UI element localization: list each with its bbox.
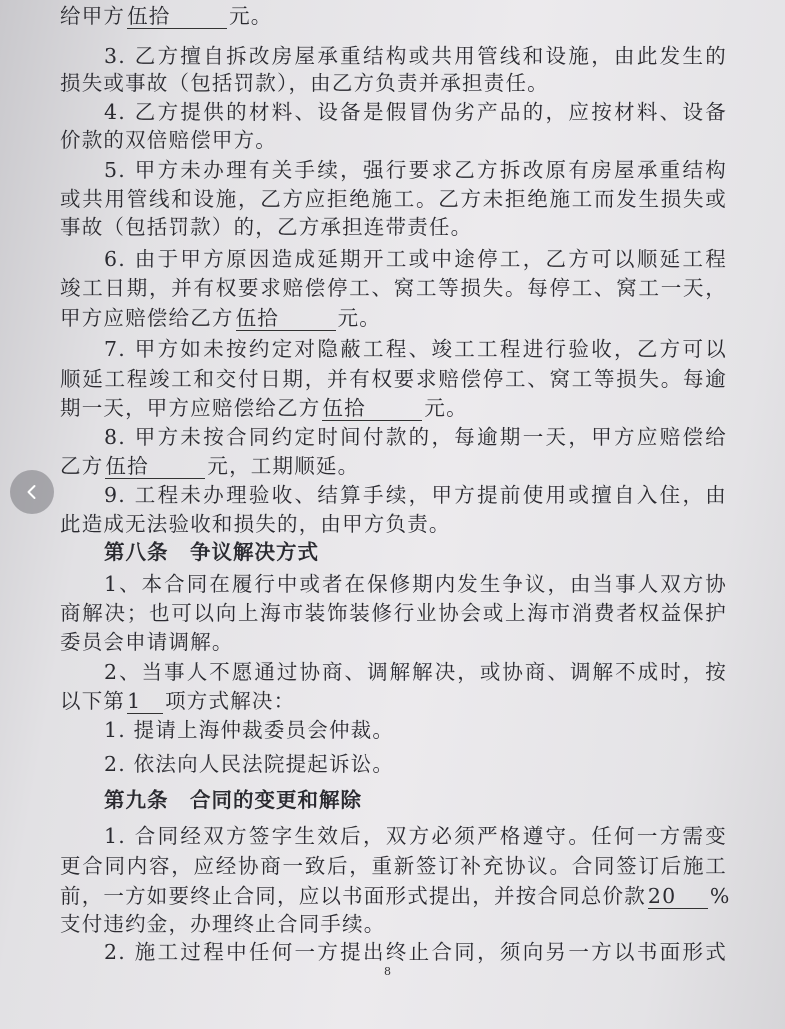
text-line: 甲方应赔偿给乙方伍拾 元。	[60, 306, 382, 330]
section-heading: 第九条 合同的变更和解除	[104, 788, 362, 812]
text-line: 1、本合同在履行中或者在保修期内发生争议，由当事人双方协	[104, 572, 727, 596]
text-line: 更合同内容，应经协商一致后，重新签订补充协议。合同签订后施工	[60, 854, 727, 878]
text-line: 6. 由于甲方原因造成延期开工或中途停工，乙方可以顺延工程	[104, 247, 727, 271]
filled-blank: 伍拾	[322, 396, 422, 421]
text-line: 竣工日期，并有权要求赔偿停工、窝工等损失。每停工、窝工一天，	[60, 276, 727, 300]
filled-blank: 1	[127, 689, 163, 714]
text-line: 7. 甲方如未按约定对隐蔽工程、竣工工程进行验收，乙方可以	[104, 337, 727, 361]
text-line: 9. 工程未办理验收、结算手续，甲方提前使用或擅自入住，由	[104, 483, 727, 507]
text-line: 5. 甲方未办理有关手续，强行要求乙方拆改原有房屋承重结构	[104, 158, 727, 182]
text-line: 2. 依法向人民法院提起诉讼。	[104, 752, 395, 776]
text-line: 3. 乙方擅自拆改房屋承重结构或共用管线和设施，由此发生的	[104, 44, 727, 68]
text-line: 2、当事人不愿通过协商、调解解决，或协商、调解不成时，按	[104, 660, 727, 684]
text-line: 2. 施工过程中任何一方提出终止合同，须向另一方以书面形式	[104, 940, 727, 964]
text-line: 前，一方如要终止合同，应以书面形式提出，并按合同总价款20 %	[60, 884, 731, 908]
filled-blank: 伍拾	[105, 454, 205, 479]
section-heading: 第八条 争议解决方式	[104, 540, 319, 564]
text-line: 给甲方伍拾 元。	[60, 4, 273, 28]
text-line: 8. 甲方未按合同约定时间付款的，每逾期一天，甲方应赔偿给	[104, 425, 727, 449]
page-number: 8	[384, 965, 391, 978]
chevron-left-icon	[23, 483, 41, 501]
text-line: 委员会申请调解。	[60, 630, 234, 654]
text-line: 4. 乙方提供的材料、设备是假冒伪劣产品的，应按材料、设备	[104, 100, 727, 124]
text-line: 损失或事故（包括罚款），由乙方负责并承担责任。	[60, 71, 549, 95]
text-line: 以下第1 项方式解决：	[60, 689, 296, 713]
text-line: 1. 合同经双方签字生效后，双方必须严格遵守。任何一方需变	[104, 824, 727, 848]
text-line: 1. 提请上海仲裁委员会仲裁。	[104, 718, 395, 742]
back-button[interactable]	[10, 470, 54, 514]
text-line: 商解决；也可以向上海市装饰装修行业协会或上海市消费者权益保护	[60, 601, 727, 625]
text-line: 价款的双倍赔偿甲方。	[60, 128, 277, 152]
text-line: 顺延工程竣工和交付日期，并有权要求赔偿停工、窝工等损失。每逾	[60, 367, 727, 391]
filled-blank: 伍拾	[236, 306, 336, 331]
text-line: 或共用管线和设施，乙方应拒绝施工。乙方未拒绝施工而发生损失或	[60, 187, 727, 211]
filled-blank: 20	[648, 884, 708, 909]
text-line: 乙方伍拾 元，工期顺延。	[60, 454, 360, 478]
text-line: 此造成无法验收和损失的，由甲方负责。	[60, 512, 451, 536]
filled-blank: 伍拾	[127, 4, 227, 29]
text-line: 事故（包括罚款）的，乙方承担连带责任。	[60, 215, 473, 239]
text-line: 期一天，甲方应赔偿给乙方伍拾 元。	[60, 396, 468, 420]
text-line: 支付违约金，办理终止合同手续。	[60, 912, 386, 936]
